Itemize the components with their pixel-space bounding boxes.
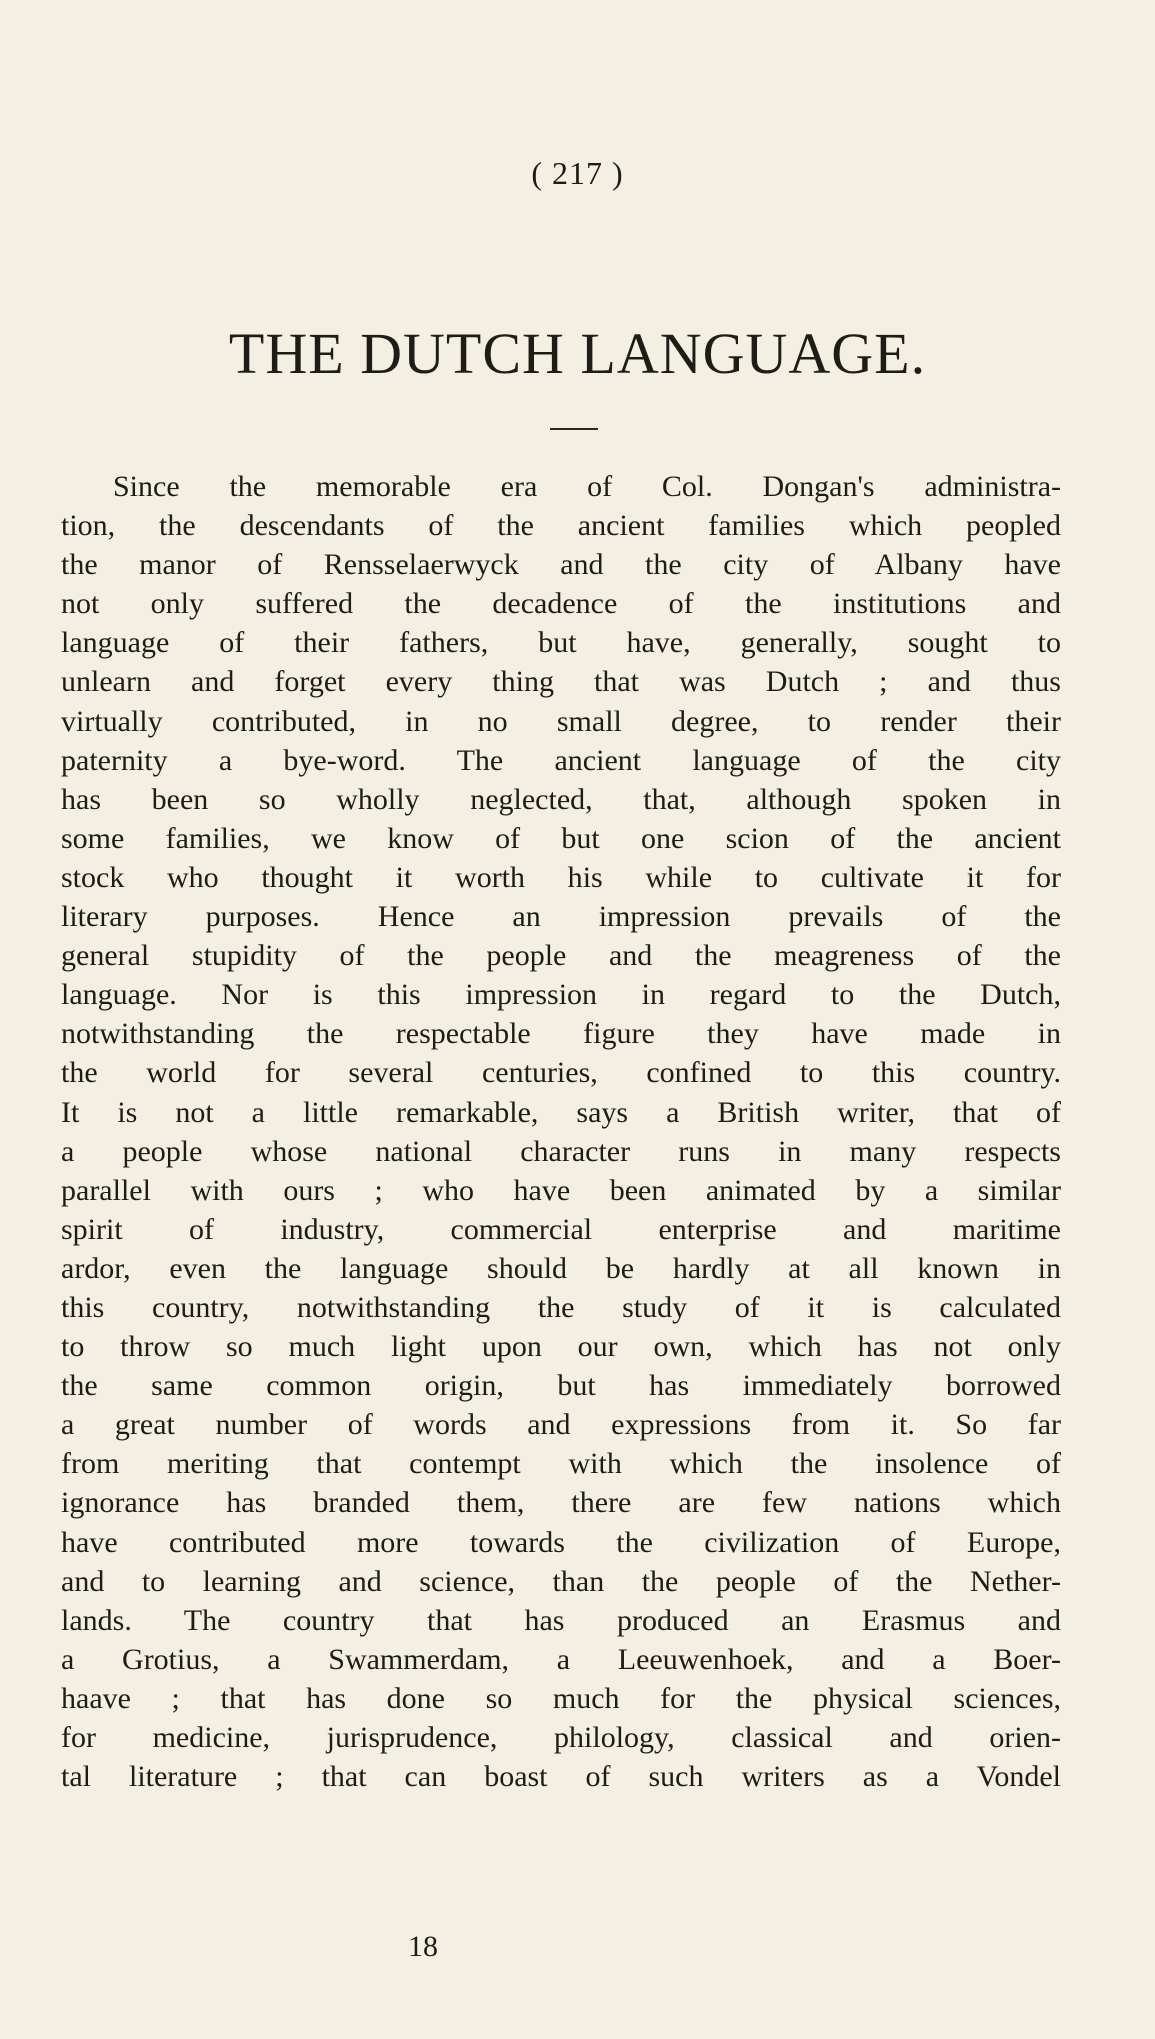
text-line: It is not a little remarkable, says a British writer, that of: [61, 1095, 1061, 1129]
text-line: from meriting that contempt with which the insolence of: [61, 1447, 1061, 1481]
text-line: unlearn and forget every thing that was Dutch ; and thus: [61, 665, 1061, 699]
text-line: the manor of Rensselaerwyck and the city of Albany have: [61, 548, 1061, 582]
text-line: for medicine, jurisprudence, philology, classical and orien-: [61, 1721, 1061, 1754]
text-line: a great number of words and expressions from it. So far: [61, 1408, 1061, 1442]
text-line: to throw so much light upon our own, which has not only: [61, 1330, 1061, 1364]
text-line: parallel with ours ; who have been animated by a similar: [61, 1173, 1061, 1207]
text-line: notwithstanding the respectable figure they have made in: [61, 1017, 1061, 1051]
text-line: spirit of industry, commercial enterprise and maritime: [61, 1212, 1061, 1246]
text-line: the same common origin, but has immediately borrowed: [61, 1369, 1061, 1403]
text-line: some families, we know of but one scion of the ancient: [61, 821, 1061, 855]
text-line: ardor, even the language should be hardly at all known in: [61, 1251, 1061, 1285]
text-line: stock who thought it worth his while to cultivate it for: [61, 860, 1061, 894]
text-line: general stupidity of the people and the meagreness of the: [61, 939, 1061, 973]
text-line: this country, notwithstanding the study of it is calculated: [61, 1290, 1061, 1324]
text-line: has been so wholly neglected, that, although spoken in: [61, 782, 1061, 816]
text-line: paternity a bye-word. The ancient language of the city: [61, 743, 1061, 777]
text-line: the world for several centuries, confined to this country.: [61, 1056, 1061, 1090]
page-number: ( 217 ): [531, 155, 624, 191]
text-line: have contributed more towards the civilization of Europe,: [61, 1525, 1061, 1559]
text-line: a people whose national character runs in many respects: [61, 1134, 1061, 1168]
text-line: tal literature ; that can boast of such writers as a Vondel: [61, 1760, 1061, 1794]
text-line: virtually contributed, in no small degree, to render their: [61, 704, 1061, 738]
text-line: and to learning and science, than the people of the Nether-: [61, 1564, 1061, 1598]
article-body: [61, 467, 1061, 1796]
text-line: ignorance has branded them, there are few nations which: [61, 1486, 1061, 1520]
text-line: tion, the descendants of the ancient families which peopled: [61, 509, 1061, 543]
text-line: Since the memorable era of Col. Dongan's administra-: [113, 470, 1061, 503]
text-line: not only suffered the decadence of the institutions and: [61, 587, 1061, 621]
text-line: language. Nor is this impression in regard to the Dutch,: [61, 978, 1061, 1012]
text-line: haave ; that has done so much for the physical sciences,: [61, 1681, 1061, 1715]
text-line: a Grotius, a Swammerdam, a Leeuwenhoek, and a Boer-: [61, 1642, 1061, 1676]
text-line: lands. The country that has produced an Erasmus and: [61, 1603, 1061, 1637]
title-rule: [550, 428, 598, 430]
article-title: THE DUTCH LANGUAGE.: [228, 321, 927, 386]
text-line: literary purposes. Hence an impression prevails of the: [61, 900, 1061, 934]
text-line: language of their fathers, but have, generally, sought to: [61, 626, 1061, 660]
signature-mark: 18: [408, 1930, 438, 1963]
